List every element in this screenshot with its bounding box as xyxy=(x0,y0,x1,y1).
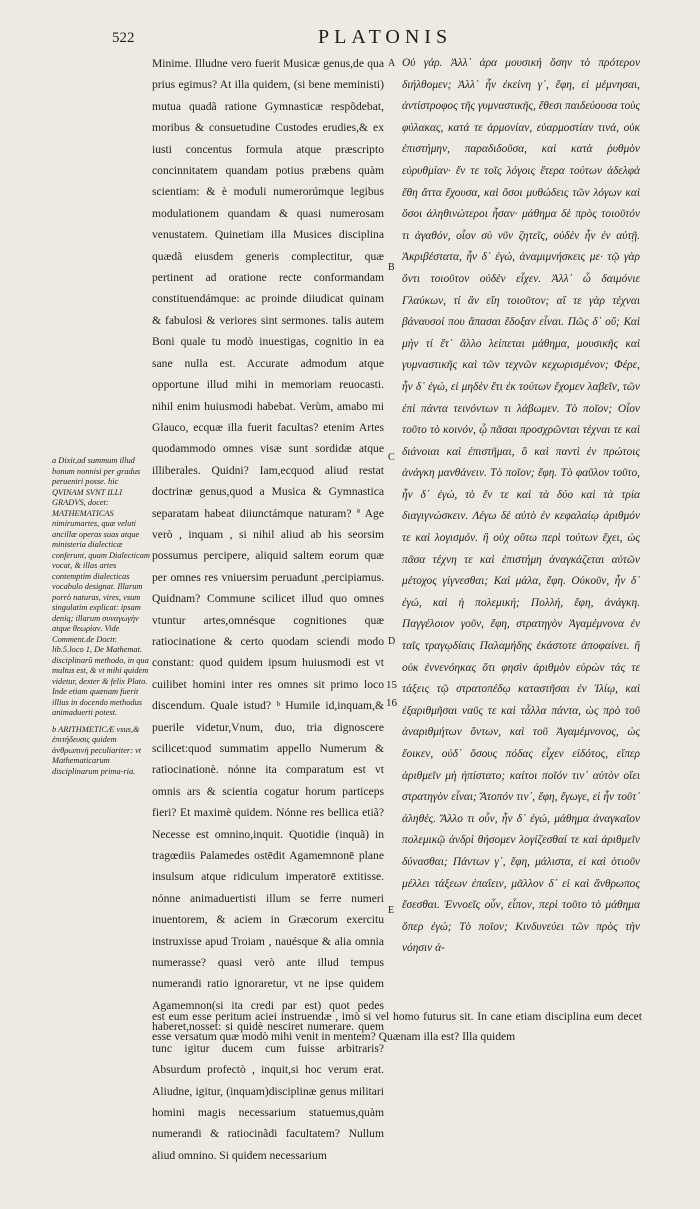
section-marker-e: E xyxy=(388,905,395,916)
latin-column xyxy=(152,53,384,1166)
section-marker-a: A xyxy=(388,58,396,69)
margin-note-a: a Dixit,ad summum illud bonum nonnisi per gradus perueniri posse. hic QVINAM SVNT ILLI GRADVS, docet: MATHEMATICAS nimirumartes, quæ veluti ancillæ operas suas atque ministeria dialecticæ conferunt, quam Dialecticam vocat, & illas artes contemptim dialecticas vocabulo designat. Illarum porrò naturas, vires, vsum singulatim explicat: ipsam deniq; illarum συναγωγὴν atque θεωρίαν. Vide Comment.de Doctr. lib.5.loco 1, De Mathemat. disciplinarũ methodo, in qua multus est, & vt mihi quidem videtur, dexter & felix Plato. Inde etiam quænam fuerit illius in docendo methodus animaduerti potest. xyxy=(52,456,150,717)
greek-text: Οὐ γάρ. Ἀλλ᾽ ἀρα μουσική ὅσην τὸ πρότερον διήλθομεν; Ἀλλ᾽ ἦν ἐκείνη γ᾽, ἔφη, εἰ μέμνησαι, ἀντίστροφος τῆς γυμναστικῆς, ἔθεσι παιδεύουσα τοὺς φύλακας, κατά τε ἁρμονίαν, εὐαρμοστίαν τινά, οὐκ ἐπιστήμην, παραδιδοῦσα, καὶ κατὰ ῥυθμὸν εὐρυθμίαν· ἔν τε τοῖς λόγοις ἕτερα τούτων ἀδελφὰ ἔθη ἄττα ἔχουσα, καὶ ὅσοι μυθώδεις τῶν λόγων καὶ ὅσοι ἀληθινώτεροι ἦσαν· μάθημα δὲ πρὸς τοιοῦτόν τι ἀγαθόν, οἷον σὺ νῦν ζητεῖς, οὐδὲν ἦν ἐν αὐτῇ. Ἀκριβέστατα, ἦν δ᾽ ἐγώ, ἀναμιμνήσκεις με· τῷ γὰρ ὄντι τοιοῦτον οὐδὲν εἶχεν. Ἀλλ᾽ ὦ δαιμόνιε Γλαύκων, τί ἂν εἴη τοιοῦτον; αἵ τε γὰρ τέχναι βάναυσοί που ἅπασαι ἔδοξαν εἶναι. Πῶς δ᾽ οὔ; Καὶ μὴν τί ἔτ᾽ ἄλλο λείπεται μάθημα, μουσικῆς καὶ γυμναστικῆς καὶ τῶν τεχνῶν κεχωρισμένον; Φέρε, ἦν δ᾽ ἐγώ, εἰ μηδὲν ἔτι ἐκ τούτων ἔχομεν λαβεῖν, τῶν ἐπὶ πάντα τεινόντων τι λάβωμεν. Τὸ ποῖον; Οἷον τοῦτο τὸ κοινόν, ᾧ πᾶσαι προσχρῶνται τέχναι τε καὶ διάνοιαι καὶ ἐπιστῆμαι, ὃ καὶ παντὶ ἐν πρώτοις ἀνάγκη μανθάνειν. Τὸ ποῖον; ἔφη. Τὸ φαῦλον τοῦτο, ἦν δ᾽ ἐγώ, τὸ ἕν τε καὶ τὰ δύο καὶ τὰ τρία διαγιγνώσκειν. Λέγω δὲ αὐτὸ ἐν κεφαλαίῳ ἀριθμόν τε καὶ λογισμόν. ἢ οὐχ οὕτω περὶ τούτων ἔχει, ὡς πᾶσα τέχνη τε καὶ ἐπιστήμη ἀναγκάζεται αὐτῶν μέτοχος γίγνεσθαι; Καὶ μάλα, ἔφη. Οὐκοῦν, ἦν δ᾽ ἐγώ, καὶ ἡ πολεμική; Πολλή, ἔφη, ἀνάγκη. Παγγέλοιον γοῦν, ἔφη, στρατηγὸν Ἀγαμέμνονα ἐν ταῖς τραγῳδίαις Παλαμήδης ἑκάστοτε ἀποφαίνει. ἢ οὐκ ἐννενόηκας ὅτι φησὶν ἀριθμὸν εὑρὼν τάς τε τάξεις τῷ στρατοπέδῳ καταστῆσαι ἐν Ἰλίῳ, καὶ ἐξαριθμῆσαι ναῦς τε καὶ τἆλλα πάντα, ὡς πρὸ τοῦ ἀναριθμήτων ὄντων, καὶ τοῦ Ἀγαμέμνονος, ὡς ἔοικεν, οὐδ᾽ ὅσους πόδας εἶχεν εἰδότος, εἴπερ ἀριθμεῖν μὴ ἠπίστατο; καίτοι ποῖόν τιν᾽ αὐτὸν οἴει στρατηγὸν εἶναι; Ἄτοπόν τιν᾽, ἔφη, ἔγωγε, εἰ ἦν τοῦτ᾽ ἀληθές. Ἄλλο τι οὖν, ἦν δ᾽ ἐγώ, μάθημα ἀναγκαῖον πολεμικῷ ἀνδρὶ θήσομεν λογίζεσθαί τε καὶ ἀριθμεῖν δύνασθαι; Πάντων γ᾽, ἔφη, μάλιστα, εἰ καὶ ὁτιοῦν μέλλει τάξεων ἐπαΐειν, μᾶλλον δ᾽ εἰ καὶ ἄνθρωπος ἔσεσθαι. Ἐννοεῖς οὖν, εἶπον, περὶ τοῦτο τὸ μάθημα ὅπερ ἐγώ; Τὸ ποῖον; Κινδυνεύει τῶν πρὸς τὴν νόησιν ἀ- xyxy=(402,57,640,955)
section-marker-c: C xyxy=(388,452,395,463)
running-head: PLATONIS xyxy=(318,26,453,48)
bottom-text xyxy=(152,1007,642,1047)
margin-note-b: b ARITHMETICÆ vsus,& ἐπιτήδευσις quidem ἀνθρωπινὴ peculiariter: vt Mathematicarum disciplinarum prima-ria. xyxy=(52,724,142,776)
section-marker-d: D xyxy=(388,636,396,647)
line-number: 15 16 xyxy=(386,679,397,709)
greek-column xyxy=(402,53,640,960)
latin-text: Minime. Illudne vero fuerit Musicæ genus,de qua prius egimus? At illa quidem, (si bene meministi) mutua quadã ratione Gymnasticæ respõdebat, moribus & consuetudine Custodes erudies,& ex iusti concentus formula atque præscripto concinnitatem quandam potius præbens quàm scientiam: & è moduli numerorúmque legibus modulationem quandam & quasi numerosam venustatem. Quinetiam illa Musices disciplina quædã eiusdem generis complectitur, quæ pertinent ad oratione recte conformandam constituendámque: ac proinde diiudicat quinam & fabulosi & veriores sint sermones. talis autem Boni quale tu modò inuestigas, cognitio in ea sane nulla est. Accurate admodum atque opportune illud mihi in memoriam reuocasti. nihil enim huiusmodi habebat. Verùm, amabo mi Glauco, ecquæ illa fuerit facultas? etenim Artes quodammodo omnes visæ sunt sordidæ atque illiberales. Quidni? Iam,ecquod aliud restat doctrinæ genus,quod a Musica & Gymnastica separatam habeat diiunctámque naturam? ª Age verò , inquam , si nihil aliud ab his seorsim possumus percipere, aliquid saltem eorum quæ per omnes res vniuersim peruadunt ,percipiamus. Quidnam? Commune scilicet illud quo omnes vtuntur artes,omnésque cognitiones quæ ratiocinatione & certo quodam sciendi modo constant: quod quidem ipsum huiusmodi est vt cuilibet homini inter res omnes sit primo loco discendum. Quale istud? ᵇ Humile id,inquam,& puerile videtur,Vnum, duo, tria dignoscere scilicet:quod summatim appello Numerum & ratiocinationè. nónne ita comparatum est vt omnis ars & scientia cogatur horum particeps fieri? Et maximè quidem. Nónne res bellica etiã? Necesse est omnino,inquit. Quotidie (inquã) in tragœdiis Palamedes ostēdit Agamemnonē plane insulsum atque ridiculum imperatorē extitisse. nónne animaduertisti illum se ferre numeri inuentorem, & aciem in Græcorum exercitu instruxisse apud Troiam , nauésque & alia omnia numerasse? quasi verò ante illud tempus numerandi ratio ignoraretur, vt ne ipse quidem Agamemnon(si ita credi par est) quot pedes haberet,nosset: si quidè nesciret numerare. quem tunc igitur ducem cum fuisse arbitraris? Absurdum profectò , inquit,si hoc verum erat. Aliudne, igitur, (inquam)disciplinæ genus militari homini magis necessarium statuemus,quàm numerandi & ratiocinãdi facultatem? Nullum aliud omnino. Si quidem necessarium xyxy=(152,57,384,1162)
page-number: 522 xyxy=(112,30,135,46)
bottom-latin-text: est eum esse peritum aciei instruendæ , imò si vel homo futurus sit. In cane etiam disciplina eum decet esse versatum quæ modò mihi venit in mentem? Quænam illa est? Illa quidem xyxy=(152,1010,642,1044)
section-marker-b: B xyxy=(388,262,395,273)
margin-notes xyxy=(52,456,150,783)
